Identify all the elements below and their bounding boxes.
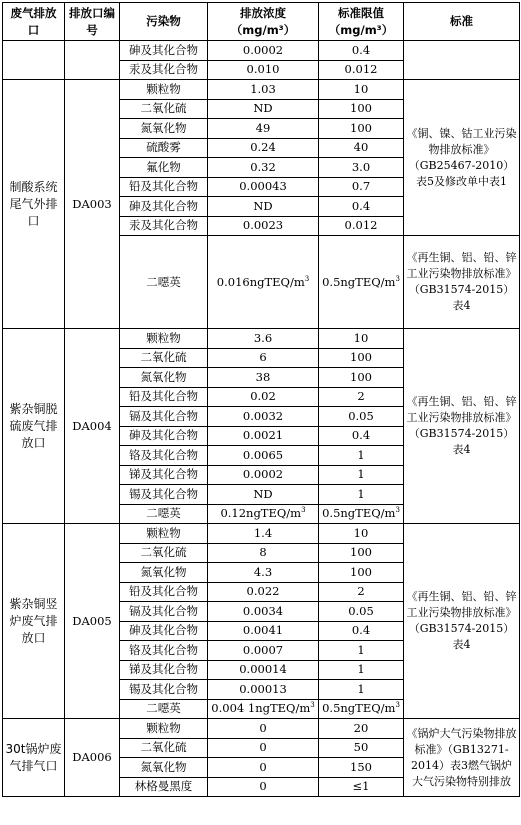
pollutant-cell: 铬及其化合物 [120, 446, 208, 466]
table-row [3, 719, 520, 739]
standard-cell: 《锅炉大气污染物排放标准》（GB13271-2014）表3燃气锅炉大气污染物特别排放 [404, 719, 520, 797]
concentration-cell: 0.0021 [208, 426, 319, 446]
concentration-cell: 8 [208, 543, 319, 563]
pollutant-cell: 氮氧化物 [120, 368, 208, 388]
concentration-cell: 0.0065 [208, 446, 319, 466]
concentration-cell: ND [208, 197, 319, 217]
standard-cell: 《铜、镍、钴工业污染物排放标准》（GB25467-2010）表5及修改单中表1 [404, 80, 520, 236]
limit-cell: 10 [319, 524, 404, 544]
concentration-cell: 0.24 [208, 138, 319, 158]
concentration-cell: 0 [208, 777, 319, 797]
limit-cell: 1 [319, 641, 404, 661]
header-row [3, 3, 520, 41]
pollutant-cell: 铅及其化合物 [120, 177, 208, 197]
pollutant-cell: 林格曼黑度 [120, 777, 208, 797]
table-row [3, 80, 520, 100]
limit-cell: 0.4 [319, 197, 404, 217]
limit-cell: $0.5ngTEQ/m^3$ [319, 236, 404, 329]
outlet-code-cell: DA006 [65, 719, 120, 797]
pollutant-cell: 氮氧化物 [120, 119, 208, 139]
concentration-cell: 0.0041 [208, 621, 319, 641]
standard-cell: 《再生铜、铝、铅、锌工业污染物排放标准》（GB31574-2015）表4 [404, 329, 520, 524]
concentration-cell: 0 [208, 738, 319, 758]
pollutant-cell: 砷及其化合物 [120, 41, 208, 61]
pollutant-cell: 二噁英 [120, 699, 208, 719]
outlet-code-cell: DA003 [65, 80, 120, 329]
limit-cell: 0.012 [319, 60, 404, 80]
limit-cell: 100 [319, 368, 404, 388]
limit-cell: 20 [319, 719, 404, 739]
concentration-cell: 0.0002 [208, 465, 319, 485]
pollutant-cell: 锑及其化合物 [120, 465, 208, 485]
limit-cell: 2 [319, 582, 404, 602]
pollutant-cell: 汞及其化合物 [120, 216, 208, 236]
pollutant-cell: 锡及其化合物 [120, 485, 208, 505]
limit-cell: 1 [319, 465, 404, 485]
header-limit: 标准限值 （mg/m³） [319, 3, 404, 41]
pollutant-cell: 铅及其化合物 [120, 582, 208, 602]
pollutant-cell: 二噁英 [120, 236, 208, 329]
pollutant-cell: 氮氧化物 [120, 563, 208, 583]
outlet-cell: 紫杂铜脱硫废气排放口 [3, 329, 65, 524]
pollutant-cell: 颗粒物 [120, 524, 208, 544]
limit-cell: 1 [319, 660, 404, 680]
pollutant-cell: 铅及其化合物 [120, 387, 208, 407]
header-concentration: 排放浓度 （mg/m³） [208, 3, 319, 41]
outlet-cell: 30t锅炉废气排气口 [3, 719, 65, 797]
pollutant-cell: 锡及其化合物 [120, 680, 208, 700]
table-row [3, 524, 520, 544]
limit-cell: 40 [319, 138, 404, 158]
limit-cell: 100 [319, 543, 404, 563]
limit-cell: 50 [319, 738, 404, 758]
limit-cell: 150 [319, 758, 404, 778]
concentration-cell: 1.4 [208, 524, 319, 544]
outlet-code-cell: DA004 [65, 329, 120, 524]
pollutant-cell: 二噁英 [120, 504, 208, 524]
concentration-cell: 0.010 [208, 60, 319, 80]
concentration-cell: 0.004 $1ngTEQ/m^3$ [208, 699, 319, 719]
limit-cell: 0.7 [319, 177, 404, 197]
limit-cell: $0.5ngTEQ/m^3$ [319, 504, 404, 524]
pollutant-cell: 颗粒物 [120, 329, 208, 349]
limit-cell: 100 [319, 563, 404, 583]
concentration-cell: 0.0023 [208, 216, 319, 236]
concentration-cell: ND [208, 485, 319, 505]
pollutant-cell: 二氧化硫 [120, 99, 208, 119]
concentration-cell: 6 [208, 348, 319, 368]
pollutant-cell: 二氧化硫 [120, 543, 208, 563]
concentration-cell: 0.32 [208, 158, 319, 178]
header-code: 排放口编号 [65, 3, 120, 41]
concentration-cell: $0.016ngTEQ/m^3$ [208, 236, 319, 329]
limit-cell: 2 [319, 387, 404, 407]
pollutant-cell: 镉及其化合物 [120, 407, 208, 427]
pollutant-cell: 硫酸雾 [120, 138, 208, 158]
concentration-cell: 4.3 [208, 563, 319, 583]
pollutant-cell: 铬及其化合物 [120, 641, 208, 661]
standard-cell [404, 41, 520, 80]
standard-cell: 《再生铜、铝、铅、锌工业污染物排放标准》（GB31574-2015）表4 [404, 236, 520, 329]
limit-cell: 0.4 [319, 41, 404, 61]
outlet-code-cell: DA005 [65, 524, 120, 719]
concentration-cell: 0.022 [208, 582, 319, 602]
pollutant-cell: 锑及其化合物 [120, 660, 208, 680]
header-standard: 标准 [404, 3, 520, 41]
pollutant-cell: 氟化物 [120, 158, 208, 178]
outlet-cell: 紫杂铜竖炉废气排放口 [3, 524, 65, 719]
limit-cell: 10 [319, 329, 404, 349]
concentration-cell: 0 [208, 719, 319, 739]
pollutant-cell: 汞及其化合物 [120, 60, 208, 80]
concentration-cell: 0.0007 [208, 641, 319, 661]
limit-cell: 1 [319, 446, 404, 466]
limit-cell: $0.5ngTEQ/m^3$ [319, 699, 404, 719]
limit-cell: 1 [319, 680, 404, 700]
limit-cell: 0.4 [319, 426, 404, 446]
limit-cell: 0.05 [319, 407, 404, 427]
outlet-cell: 制酸系统尾气外排口 [3, 80, 65, 329]
limit-cell: 0.012 [319, 216, 404, 236]
limit-cell: 100 [319, 348, 404, 368]
concentration-cell: $0.12ngTEQ/m^3$ [208, 504, 319, 524]
concentration-cell: 0 [208, 758, 319, 778]
limit-cell: 10 [319, 80, 404, 100]
table-row [3, 41, 520, 61]
concentration-cell: 0.0002 [208, 41, 319, 61]
emission-table-container [2, 2, 520, 797]
outlet-cell [3, 41, 65, 80]
pollutant-cell: 二氧化硫 [120, 738, 208, 758]
concentration-cell: 0.00014 [208, 660, 319, 680]
pollutant-cell: 砷及其化合物 [120, 621, 208, 641]
limit-cell: 100 [319, 119, 404, 139]
header-outlet: 废气排放口 [3, 3, 65, 41]
header-pollutant: 污染物 [120, 3, 208, 41]
concentration-cell: 0.0032 [208, 407, 319, 427]
outlet-code-cell [65, 41, 120, 80]
pollutant-cell: 镉及其化合物 [120, 602, 208, 622]
pollutant-cell: 氮氧化物 [120, 758, 208, 778]
concentration-cell: 0.02 [208, 387, 319, 407]
concentration-cell: ND [208, 99, 319, 119]
concentration-cell: 0.00043 [208, 177, 319, 197]
concentration-cell: 3.6 [208, 329, 319, 349]
pollutant-cell: 砷及其化合物 [120, 426, 208, 446]
concentration-cell: 49 [208, 119, 319, 139]
table-row [3, 329, 520, 349]
concentration-cell: 0.0034 [208, 602, 319, 622]
limit-cell: 0.05 [319, 602, 404, 622]
standard-cell: 《再生铜、铝、铅、锌工业污染物排放标准》（GB31574-2015）表4 [404, 524, 520, 719]
concentration-cell: 0.00013 [208, 680, 319, 700]
concentration-cell: 1.03 [208, 80, 319, 100]
concentration-cell: 38 [208, 368, 319, 388]
limit-cell: 0.4 [319, 621, 404, 641]
pollutant-cell: 颗粒物 [120, 719, 208, 739]
pollutant-cell: 砷及其化合物 [120, 197, 208, 217]
limit-cell: ≤1 [319, 777, 404, 797]
limit-cell: 1 [319, 485, 404, 505]
pollutant-cell: 二氧化硫 [120, 348, 208, 368]
pollutant-cell: 颗粒物 [120, 80, 208, 100]
emission-standards-table [2, 2, 520, 797]
limit-cell: 100 [319, 99, 404, 119]
limit-cell: 3.0 [319, 158, 404, 178]
